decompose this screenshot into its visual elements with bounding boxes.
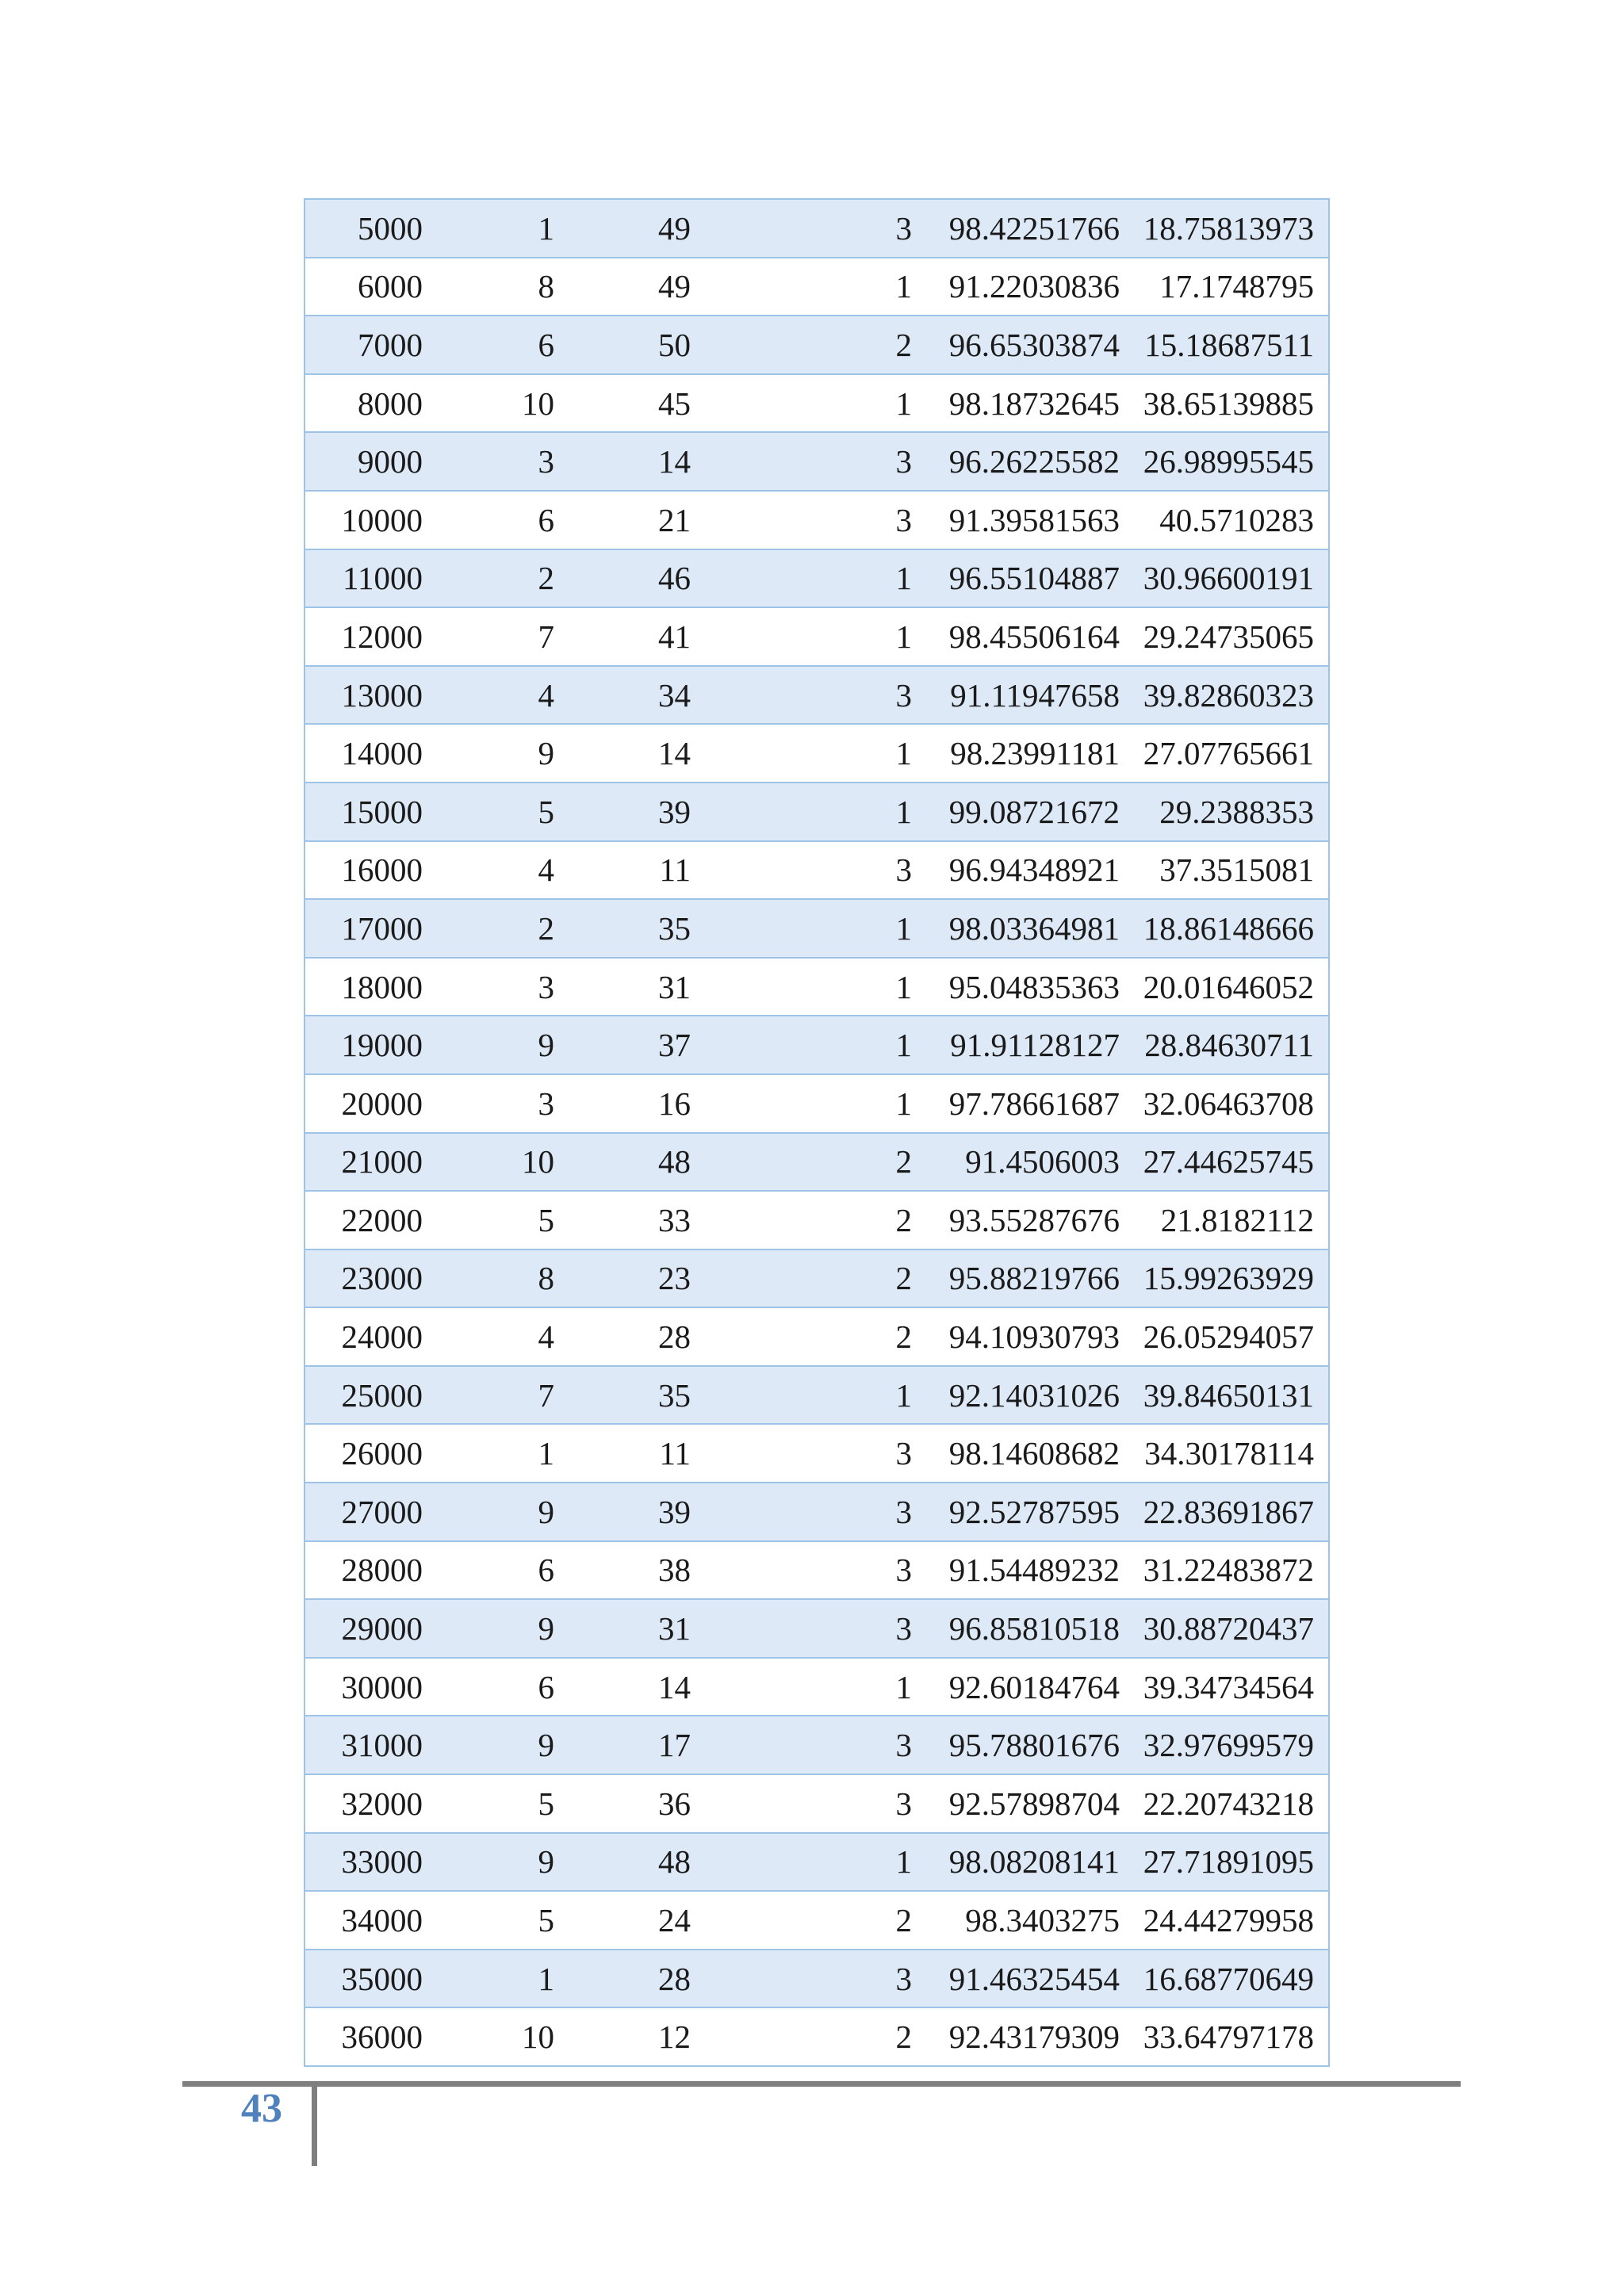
table-cell: 5 (437, 783, 569, 841)
table-cell: 6000 (304, 258, 437, 316)
table-cell: 96.94348921 (926, 841, 1134, 900)
table-cell: 33.64797178 (1134, 2007, 1329, 2066)
table-cell: 27.44625745 (1134, 1133, 1329, 1192)
table-cell: 37.3515081 (1134, 841, 1329, 900)
table-cell: 22.83691867 (1134, 1483, 1329, 1541)
footer-rule (182, 2081, 1461, 2087)
table-cell: 49 (569, 258, 705, 316)
table-cell: 14 (569, 1658, 705, 1716)
table-row (304, 1424, 1329, 1483)
table-cell: 1 (437, 1424, 569, 1483)
table-cell: 9 (437, 1599, 569, 1658)
table-cell: 36000 (304, 2007, 437, 2066)
table-cell: 30.88720437 (1134, 1599, 1329, 1658)
table-cell: 28000 (304, 1541, 437, 1600)
table-cell: 92.14031026 (926, 1366, 1134, 1425)
table-cell: 28 (569, 1950, 705, 2008)
table-cell: 30.96600191 (1134, 549, 1329, 608)
table-cell: 1 (705, 1833, 926, 1892)
table-cell: 3 (705, 1599, 926, 1658)
table-cell: 99.08721672 (926, 783, 1134, 841)
table-cell: 2 (705, 2007, 926, 2066)
table-row (304, 783, 1329, 841)
table-cell: 98.18732645 (926, 374, 1134, 433)
table-cell: 48 (569, 1833, 705, 1892)
table-row (304, 1366, 1329, 1425)
table-cell: 91.46325454 (926, 1950, 1134, 2008)
table-cell: 31 (569, 1599, 705, 1658)
table-cell: 3 (705, 1774, 926, 1833)
table-row (304, 1541, 1329, 1600)
table-cell: 41 (569, 607, 705, 666)
table-cell: 26000 (304, 1424, 437, 1483)
table-cell: 38 (569, 1541, 705, 1600)
table-cell: 17 (569, 1716, 705, 1774)
table-cell: 98.42251766 (926, 199, 1134, 258)
table-row (304, 841, 1329, 900)
table-cell: 8 (437, 258, 569, 316)
table-cell: 92.43179309 (926, 2007, 1134, 2066)
table-row (304, 1599, 1329, 1658)
table-cell: 46 (569, 549, 705, 608)
table-cell: 45 (569, 374, 705, 433)
table-cell: 1 (705, 258, 926, 316)
table-cell: 9 (437, 1716, 569, 1774)
table-cell: 3 (705, 1424, 926, 1483)
page-number: 43 (241, 2086, 282, 2131)
table-cell: 17000 (304, 899, 437, 958)
table-row (304, 1016, 1329, 1074)
table-cell: 1 (705, 724, 926, 783)
table-row (304, 1891, 1329, 1950)
table-cell: 27000 (304, 1483, 437, 1541)
table-row (304, 1249, 1329, 1308)
table-row (304, 607, 1329, 666)
table-cell: 21.8182112 (1134, 1191, 1329, 1249)
table-cell: 4 (437, 841, 569, 900)
table-row (304, 958, 1329, 1016)
data-table (304, 198, 1330, 2067)
table-cell: 37 (569, 1016, 705, 1074)
table-cell: 17.1748795 (1134, 258, 1329, 316)
table-cell: 31 (569, 958, 705, 1016)
table-cell: 31.22483872 (1134, 1541, 1329, 1600)
table-cell: 91.22030836 (926, 258, 1134, 316)
table-cell: 18.86148666 (1134, 899, 1329, 958)
table-row (304, 374, 1329, 433)
table-cell: 2 (705, 316, 926, 374)
table-cell: 35 (569, 1366, 705, 1425)
table-cell: 16000 (304, 841, 437, 900)
table-cell: 98.03364981 (926, 899, 1134, 958)
table-cell: 2 (437, 899, 569, 958)
table-cell: 40.5710283 (1134, 491, 1329, 549)
table-cell: 2 (705, 1249, 926, 1308)
table-cell: 1 (705, 1658, 926, 1716)
table-row (304, 432, 1329, 491)
table-cell: 31000 (304, 1716, 437, 1774)
table-cell: 22000 (304, 1191, 437, 1249)
table-cell: 12000 (304, 607, 437, 666)
table-cell: 1 (705, 958, 926, 1016)
table-cell: 39 (569, 783, 705, 841)
table-cell: 12 (569, 2007, 705, 2066)
table-cell: 3 (705, 1483, 926, 1541)
table-cell: 26.98995545 (1134, 432, 1329, 491)
footer-divider (312, 2087, 317, 2166)
table-cell: 91.91128127 (926, 1016, 1134, 1074)
table-cell: 28 (569, 1307, 705, 1366)
table-cell: 3 (437, 432, 569, 491)
table-cell: 19000 (304, 1016, 437, 1074)
table-row (304, 1658, 1329, 1716)
table-cell: 11 (569, 1424, 705, 1483)
table-cell: 1 (705, 607, 926, 666)
table-cell: 29.2388353 (1134, 783, 1329, 841)
table-cell: 11 (569, 841, 705, 900)
table-cell: 15.99263929 (1134, 1249, 1329, 1308)
table-cell: 27.71891095 (1134, 1833, 1329, 1892)
table-cell: 1 (705, 374, 926, 433)
table-cell: 34000 (304, 1891, 437, 1950)
table-cell: 38.65139885 (1134, 374, 1329, 433)
table-cell: 3 (705, 199, 926, 258)
table-cell: 1 (437, 1950, 569, 2008)
table-cell: 23 (569, 1249, 705, 1308)
table-row (304, 724, 1329, 783)
table-row (304, 1833, 1329, 1892)
table-cell: 35 (569, 899, 705, 958)
table-cell: 22.20743218 (1134, 1774, 1329, 1833)
table-cell: 9 (437, 1016, 569, 1074)
table-cell: 1 (705, 1366, 926, 1425)
table-row (304, 2007, 1329, 2066)
table-cell: 33 (569, 1191, 705, 1249)
table-cell: 91.11947658 (926, 666, 1134, 725)
table-row (304, 1774, 1329, 1833)
table-cell: 93.55287676 (926, 1191, 1134, 1249)
table-cell: 3 (437, 1074, 569, 1133)
table-cell: 10 (437, 2007, 569, 2066)
table-cell: 8 (437, 1249, 569, 1308)
table-cell: 2 (705, 1307, 926, 1366)
table-cell: 21000 (304, 1133, 437, 1192)
table-cell: 6 (437, 1541, 569, 1600)
table-cell: 33000 (304, 1833, 437, 1892)
table-cell: 34 (569, 666, 705, 725)
table-cell: 98.08208141 (926, 1833, 1134, 1892)
table-cell: 91.39581563 (926, 491, 1134, 549)
table-row (304, 1307, 1329, 1366)
table-cell: 3 (705, 491, 926, 549)
table-cell: 1 (705, 783, 926, 841)
table-cell: 26.05294057 (1134, 1307, 1329, 1366)
table-cell: 16.68770649 (1134, 1950, 1329, 2008)
table-cell: 6 (437, 316, 569, 374)
table-cell: 18000 (304, 958, 437, 1016)
table-cell: 16 (569, 1074, 705, 1133)
table-cell: 98.45506164 (926, 607, 1134, 666)
table-cell: 13000 (304, 666, 437, 725)
table-cell: 94.10930793 (926, 1307, 1134, 1366)
table-cell: 15.18687511 (1134, 316, 1329, 374)
table-cell: 27.07765661 (1134, 724, 1329, 783)
table-cell: 34.30178114 (1134, 1424, 1329, 1483)
table-cell: 9 (437, 724, 569, 783)
table-cell: 10000 (304, 491, 437, 549)
table-cell: 7000 (304, 316, 437, 374)
table-cell: 96.85810518 (926, 1599, 1134, 1658)
table-cell: 91.4506003 (926, 1133, 1134, 1192)
table-cell: 32.97699579 (1134, 1716, 1329, 1774)
table-cell: 7 (437, 1366, 569, 1425)
table-cell: 18.75813973 (1134, 199, 1329, 258)
table-cell: 2 (705, 1891, 926, 1950)
table-row (304, 1483, 1329, 1541)
table-cell: 24000 (304, 1307, 437, 1366)
table-cell: 25000 (304, 1366, 437, 1425)
table-cell: 2 (705, 1191, 926, 1249)
table-row (304, 1191, 1329, 1249)
table-cell: 3 (705, 1950, 926, 2008)
table-cell: 36 (569, 1774, 705, 1833)
table-cell: 3 (705, 1541, 926, 1600)
table-cell: 97.78661687 (926, 1074, 1134, 1133)
table-body (304, 199, 1329, 2066)
table-cell: 24.44279958 (1134, 1891, 1329, 1950)
table-row (304, 1133, 1329, 1192)
table-cell: 6 (437, 1658, 569, 1716)
table-cell: 29000 (304, 1599, 437, 1658)
table-cell: 9 (437, 1833, 569, 1892)
table-row (304, 1950, 1329, 2008)
table-cell: 39.82860323 (1134, 666, 1329, 725)
table-cell: 98.14608682 (926, 1424, 1134, 1483)
table-cell: 95.04835363 (926, 958, 1134, 1016)
table-cell: 20000 (304, 1074, 437, 1133)
table-cell: 14 (569, 432, 705, 491)
table-cell: 3 (705, 432, 926, 491)
table-cell: 11000 (304, 549, 437, 608)
table-cell: 32000 (304, 1774, 437, 1833)
table-cell: 1 (705, 549, 926, 608)
table-cell: 2 (437, 549, 569, 608)
table-row (304, 899, 1329, 958)
table-cell: 7 (437, 607, 569, 666)
table-cell: 95.78801676 (926, 1716, 1134, 1774)
table-cell: 39 (569, 1483, 705, 1541)
table-cell: 21 (569, 491, 705, 549)
table-cell: 4 (437, 666, 569, 725)
table-cell: 5000 (304, 199, 437, 258)
table-cell: 35000 (304, 1950, 437, 2008)
table-cell: 1 (705, 899, 926, 958)
table-cell: 91.54489232 (926, 1541, 1134, 1600)
table-cell: 10 (437, 1133, 569, 1192)
table-cell: 9 (437, 1483, 569, 1541)
table-cell: 2 (705, 1133, 926, 1192)
table-cell: 14000 (304, 724, 437, 783)
table-cell: 1 (437, 199, 569, 258)
table-cell: 28.84630711 (1134, 1016, 1329, 1074)
table-cell: 8000 (304, 374, 437, 433)
table-row (304, 258, 1329, 316)
table-cell: 20.01646052 (1134, 958, 1329, 1016)
table-cell: 39.34734564 (1134, 1658, 1329, 1716)
table-cell: 6 (437, 491, 569, 549)
table-row (304, 1074, 1329, 1133)
table-cell: 96.26225582 (926, 432, 1134, 491)
table-row (304, 199, 1329, 258)
table-cell: 29.24735065 (1134, 607, 1329, 666)
table-cell: 30000 (304, 1658, 437, 1716)
table-row (304, 491, 1329, 549)
table-cell: 3 (705, 1716, 926, 1774)
table-cell: 4 (437, 1307, 569, 1366)
table-cell: 50 (569, 316, 705, 374)
table-cell: 98.3403275 (926, 1891, 1134, 1950)
table-row (304, 666, 1329, 725)
table-row (304, 1716, 1329, 1774)
table-cell: 23000 (304, 1249, 437, 1308)
table-row (304, 549, 1329, 608)
table-cell: 32.06463708 (1134, 1074, 1329, 1133)
table-cell: 3 (705, 841, 926, 900)
table-cell: 1 (705, 1074, 926, 1133)
table-cell: 96.65303874 (926, 316, 1134, 374)
table-cell: 49 (569, 199, 705, 258)
table-cell: 96.55104887 (926, 549, 1134, 608)
table-cell: 48 (569, 1133, 705, 1192)
table-cell: 92.60184764 (926, 1658, 1134, 1716)
table-cell: 39.84650131 (1134, 1366, 1329, 1425)
table-cell: 24 (569, 1891, 705, 1950)
table-cell: 14 (569, 724, 705, 783)
table-cell: 3 (705, 666, 926, 725)
table-cell: 92.52787595 (926, 1483, 1134, 1541)
table-cell: 92.57898704 (926, 1774, 1134, 1833)
table-cell: 95.88219766 (926, 1249, 1134, 1308)
table-cell: 10 (437, 374, 569, 433)
table-cell: 1 (705, 1016, 926, 1074)
table-cell: 98.23991181 (926, 724, 1134, 783)
table-cell: 5 (437, 1774, 569, 1833)
table-cell: 5 (437, 1191, 569, 1249)
table-row (304, 316, 1329, 374)
table-cell: 3 (437, 958, 569, 1016)
table-cell: 9000 (304, 432, 437, 491)
table-cell: 15000 (304, 783, 437, 841)
table-cell: 5 (437, 1891, 569, 1950)
